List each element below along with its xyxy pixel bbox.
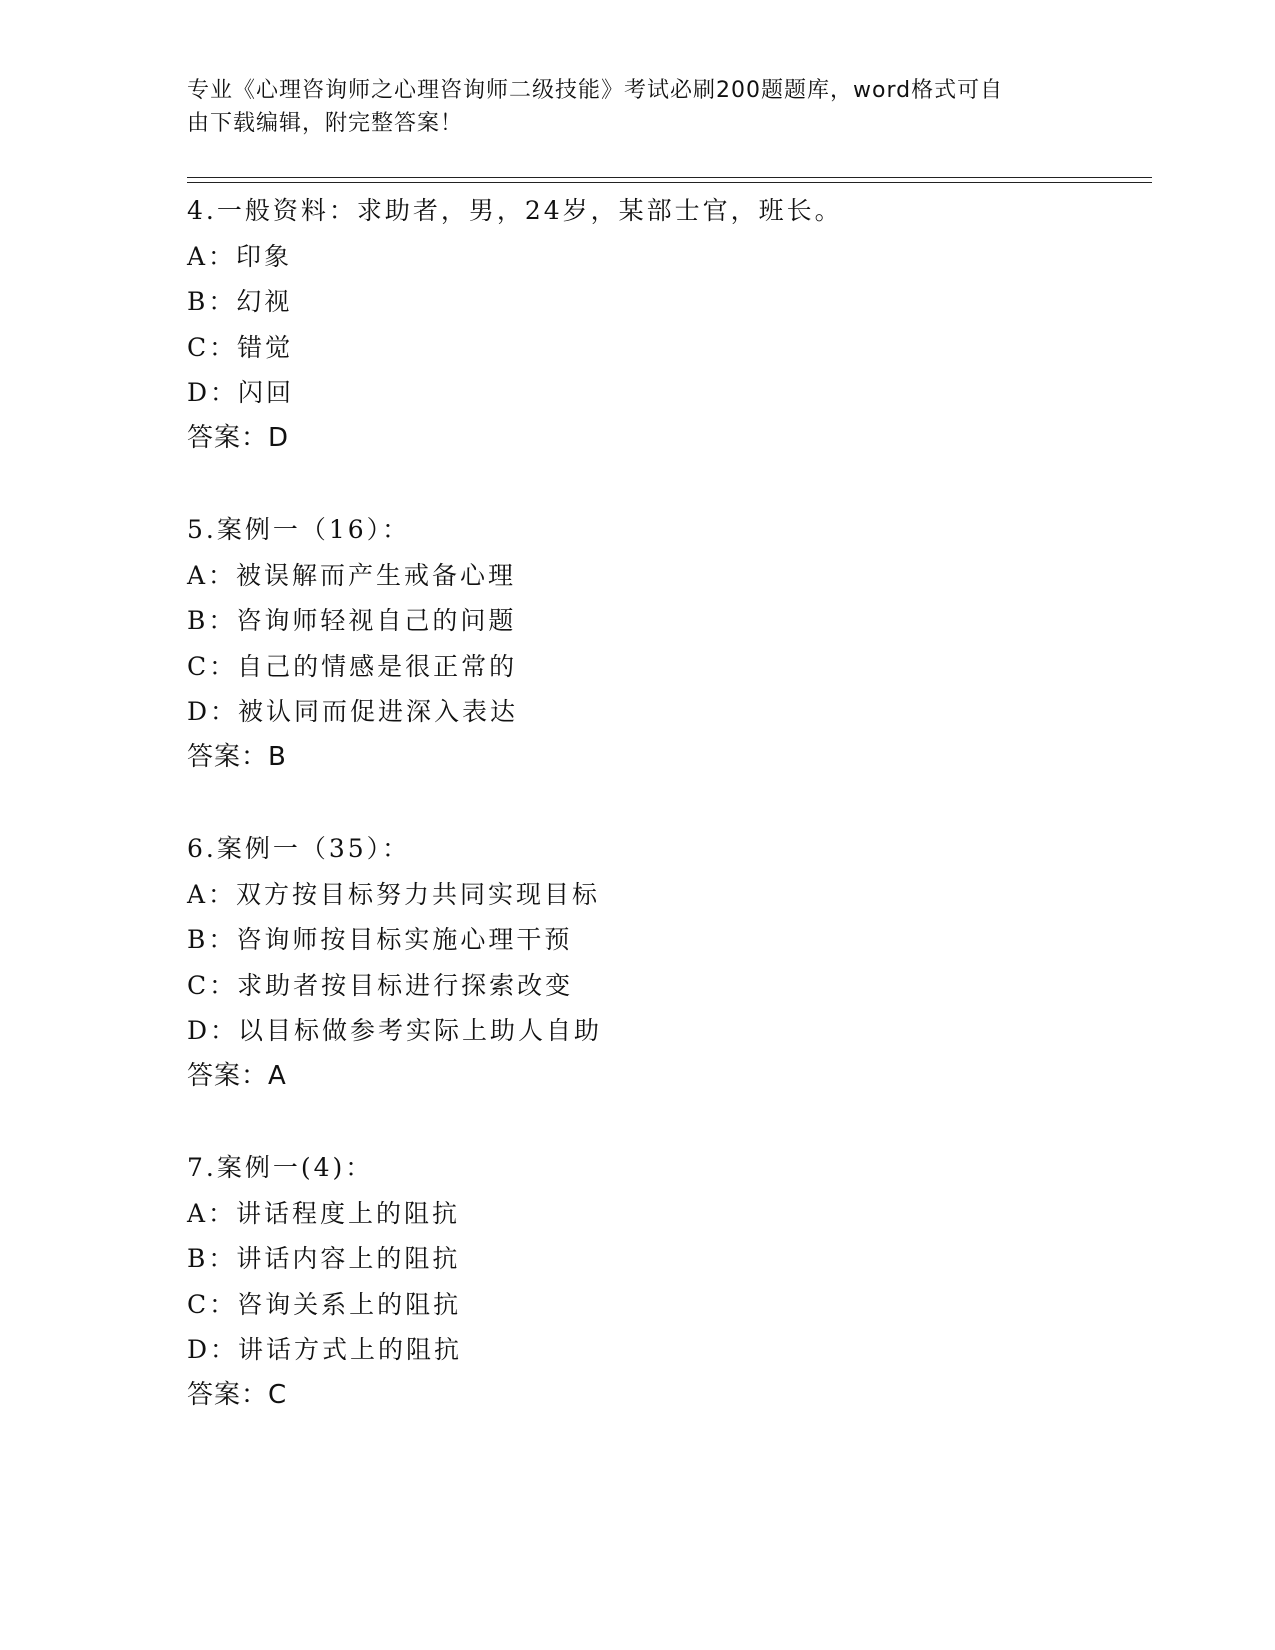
option-c: C：求助者按目标进行探索改变 (187, 970, 574, 1000)
header-divider-top (187, 177, 1152, 178)
answer-line: 答案：A (187, 1060, 287, 1091)
option-a: A：讲话程度上的阻抗 (187, 1198, 461, 1228)
question-block (187, 507, 1087, 780)
question-block (187, 826, 1087, 1099)
header-divider-bottom (187, 182, 1152, 183)
option-b: B：咨询师按目标实施心理干预 (187, 925, 573, 954)
option-a: A：印象 (187, 241, 293, 271)
answer-line: 答案：D (187, 422, 290, 453)
option-b: B：讲话内容上的阻抗 (187, 1244, 461, 1273)
option-d: D：被认同而促进深入表达 (187, 697, 519, 726)
question-stem: 6.案例一（35）： (187, 834, 411, 863)
question-stem: 4.一般资料：求助者，男，24岁，某部士官，班长。 (187, 196, 843, 225)
option-a: A：双方按目标努力共同实现目标 (187, 879, 601, 909)
option-b: B：幻视 (187, 287, 293, 316)
option-a: A：被误解而产生戒备心理 (187, 560, 517, 590)
answer-line: 答案：C (187, 1379, 288, 1410)
option-c: C：咨询关系上的阻抗 (187, 1289, 462, 1319)
header-line-1: 专业《心理咨询师之心理咨询师二级技能》考试必刷200题题库，word格式可自 (187, 78, 1004, 103)
header-line-2: 由下载编辑，附完整答案！ (187, 111, 464, 136)
option-c: C：错觉 (187, 332, 294, 362)
question-stem: 5.案例一（16）： (187, 515, 411, 544)
option-d: D：讲话方式上的阻抗 (187, 1335, 463, 1364)
question-block (187, 188, 1087, 461)
option-b: B：咨询师轻视自己的问题 (187, 606, 517, 635)
option-c: C：自己的情感是很正常的 (187, 651, 518, 681)
question-stem: 7.案例一(4)： (187, 1153, 374, 1182)
question-block (187, 1145, 1087, 1418)
answer-line: 答案：B (187, 741, 287, 772)
option-d: D：以目标做参考实际上助人自助 (187, 1016, 603, 1045)
document-header (187, 74, 1067, 140)
option-d: D：闪回 (187, 378, 295, 407)
